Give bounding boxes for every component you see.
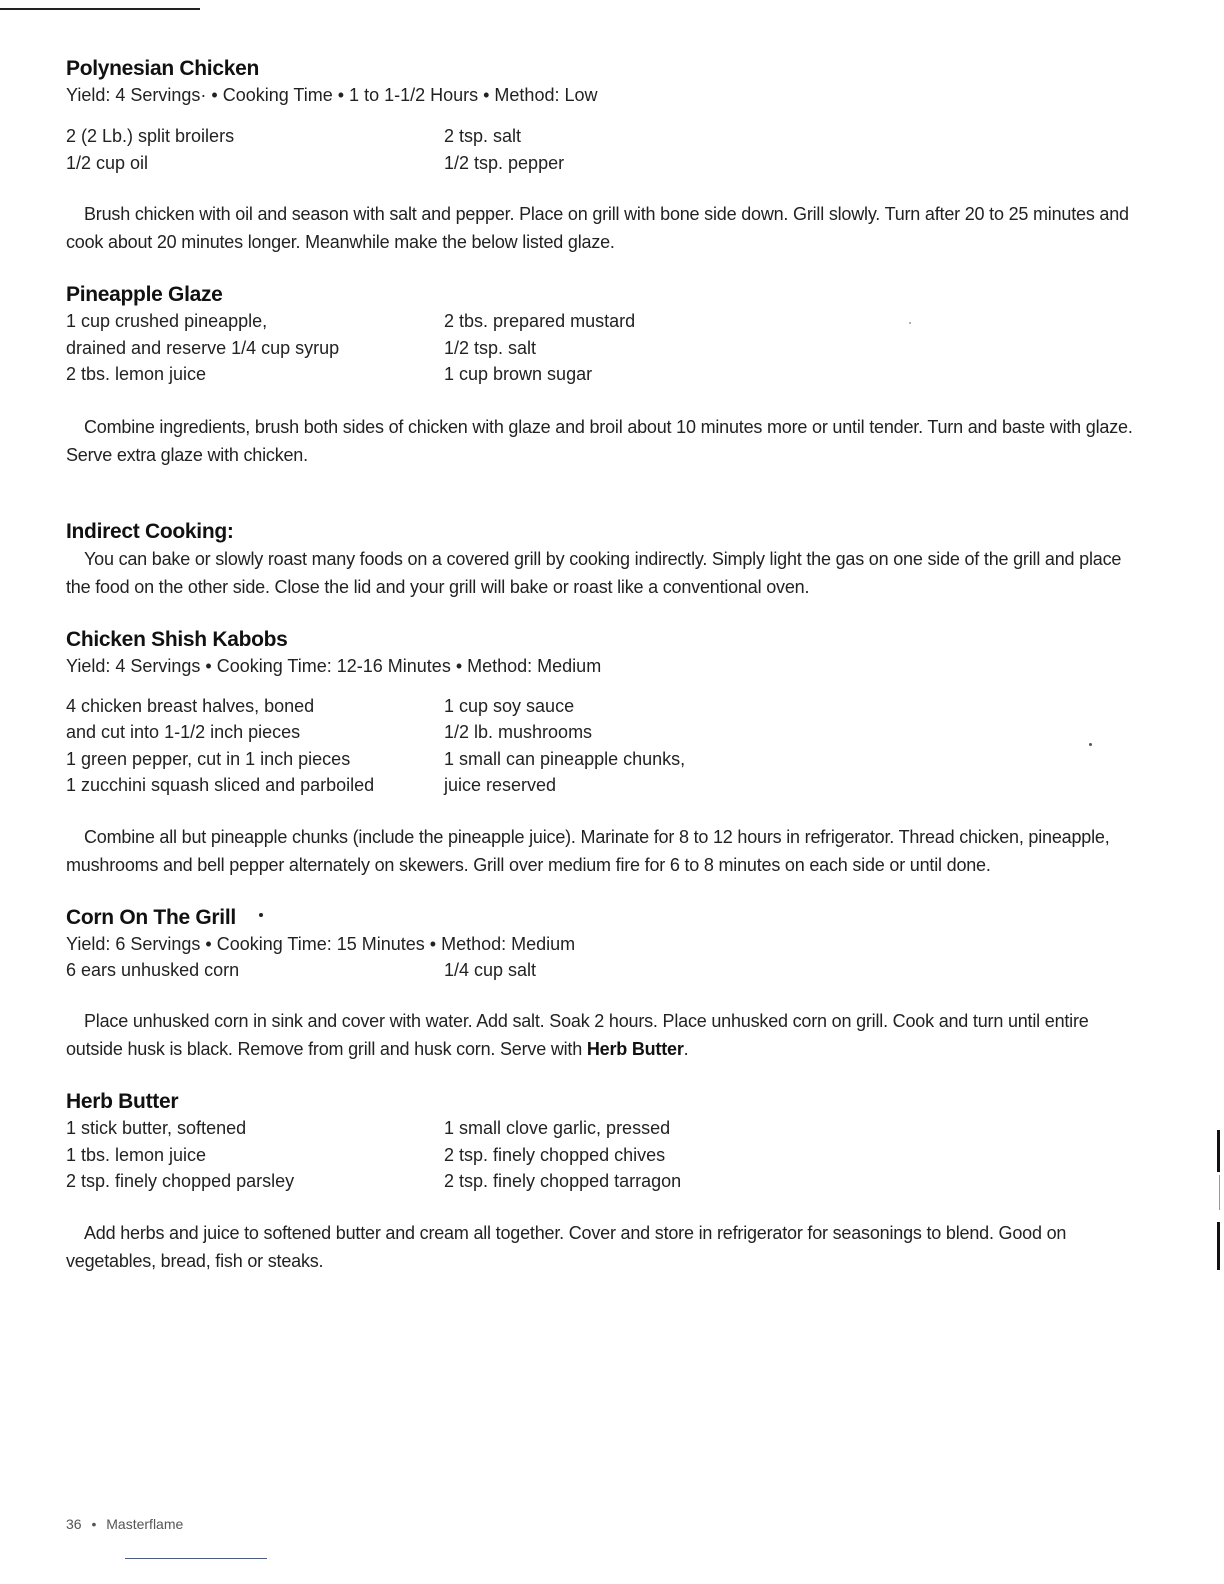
ingredient-item: 6 ears unhusked corn — [66, 959, 240, 980]
ingredient-item: 1 small can pineapple chunks, — [444, 748, 686, 769]
directions-text: Place unhusked corn in sink and cover with water. Add salt. Soak 2 hours. Place unhusked corn on grill. Cook and turn until entire outside husk is black. Remove from grill and husk corn. Serve with — [66, 1011, 1089, 1059]
scan-edge-mark — [1219, 1175, 1220, 1210]
recipe-directions — [66, 1007, 1146, 1063]
recipe-directions: Combine all but pineapple chunks (include the pineapple juice). Marinate for 8 to 12 hours in refrigerator. Thread chicken, pineapple, mushrooms and bell pepper alternately on skewers. Grill over medium fire for 6 to 8 minutes on each side or until done. — [66, 826, 1110, 875]
footer-separator: • — [91, 1516, 97, 1532]
ingredient-item: 4 chicken breast halves, boned — [66, 695, 315, 716]
ingredient-item: 1/2 tsp. pepper — [444, 152, 565, 173]
ingredient-item: 1/2 tsp. salt — [444, 337, 537, 358]
ingredient-item: 1 cup soy sauce — [444, 695, 575, 716]
scan-edge-mark — [1217, 1130, 1220, 1172]
ingredient-item: 1 small clove garlic, pressed — [444, 1118, 671, 1138]
recipe-title: Herb Butter — [66, 1090, 179, 1113]
ingredient-column-left — [66, 1115, 444, 1195]
recipe-pineapple-glaze — [66, 282, 1146, 469]
recipe-polynesian-chicken — [66, 56, 1146, 256]
ingredient-item: 1 cup crushed pineapple, — [66, 311, 268, 331]
ingredient-column-right — [444, 957, 864, 984]
top-rule — [0, 8, 200, 10]
ingredient-item: 2 tbs. prepared mustard — [444, 311, 636, 331]
ingredient-column-left — [66, 693, 444, 799]
recipe-meta: Yield: 6 Servings • Cooking Time: 15 Minutes • Method: Medium — [66, 933, 576, 954]
page-number: 36 — [66, 1516, 82, 1532]
ingredient-item: 1 cup brown sugar — [444, 364, 593, 384]
ingredient-item: drained and reserve 1/4 cup syrup — [66, 337, 340, 358]
ingredient-column-left — [66, 957, 444, 984]
recipe-corn-on-the-grill — [66, 905, 1146, 1064]
ingredient-column-right — [444, 123, 864, 176]
section-text: You can bake or slowly roast many foods on a covered grill by cooking indirectly. Simply light the gas on one side of the grill and place the food on the other side. Close the lid and your grill will bake or roast like a conventional oven. — [66, 548, 1122, 597]
ingredient-item: 1/4 cup salt — [444, 959, 537, 980]
section-indirect-cooking — [66, 519, 1146, 601]
recipe-meta: Yield: 4 Servings • Cooking Time: 12-16 Minutes • Method: Medium — [66, 655, 602, 676]
ingredient-list — [66, 123, 1146, 176]
ingredient-item: 2 (2 Lb.) split broilers — [66, 126, 235, 146]
scan-edge-mark — [1217, 1222, 1220, 1270]
section-title: Indirect Cooking: — [66, 519, 234, 543]
ingredient-list — [66, 693, 1146, 799]
ingredient-item: 2 tsp. salt — [444, 126, 522, 146]
recipe-herb-butter — [66, 1089, 1146, 1275]
recipe-title: Corn On The Grill — [66, 905, 236, 929]
ingredient-item: 2 tsp. finely chopped parsley — [66, 1171, 295, 1191]
ingredient-item: 1 green pepper, cut in 1 inch pieces — [66, 748, 351, 769]
ingredient-item: 2 tsp. finely chopped tarragon — [444, 1171, 682, 1191]
recipe-title: Chicken Shish Kabobs — [66, 627, 288, 651]
ingredient-list — [66, 308, 1146, 388]
ingredient-list — [66, 1115, 1146, 1195]
ingredient-column-left — [66, 123, 444, 176]
recipe-title: Polynesian Chicken — [66, 57, 260, 80]
herb-butter-reference: Herb Butter — [586, 1039, 684, 1059]
ingredient-item: 2 tsp. finely chopped chives — [444, 1144, 666, 1165]
brand-name: Masterflame — [106, 1516, 184, 1532]
ingredient-item: and cut into 1-1/2 inch pieces — [66, 722, 301, 742]
directions-end: . — [683, 1039, 689, 1059]
ingredient-item: 1 tbs. lemon juice — [66, 1144, 207, 1165]
recipe-meta: Yield: 4 Servings· • Cooking Time • 1 to 1-1/2 Hours • Method: Low — [66, 85, 598, 105]
ingredient-item: 1 stick butter, softened — [66, 1118, 247, 1138]
ingredient-item: 1/2 lb. mushrooms — [444, 722, 593, 742]
recipe-title: Pineapple Glaze — [66, 283, 223, 306]
recipe-chicken-shish-kabobs — [66, 627, 1146, 879]
ingredient-item: 1/2 cup oil — [66, 152, 149, 173]
recipe-directions: Brush chicken with oil and season with salt and pepper. Place on grill with bone side down. Grill slowly. Turn after 20 to 25 minutes and cook about 20 minutes longer. Meanwhile make the below listed glaze. — [66, 204, 1129, 252]
ingredient-item: 2 tbs. lemon juice — [66, 364, 207, 384]
recipe-directions: Add herbs and juice to softened butter and cream all together. Cover and store in refrigerator for seasonings to blend. Good on vegetables, bread, fish or steaks. — [66, 1222, 1067, 1271]
recipe-page — [66, 56, 1146, 1275]
page-footer — [66, 1516, 183, 1532]
ingredient-item: juice reserved — [444, 775, 557, 795]
ingredient-column-left — [66, 308, 444, 388]
recipe-directions: Combine ingredients, brush both sides of chicken with glaze and broil about 10 minutes more or until tender. Turn and baste with glaze. Serve extra glaze with chicken. — [66, 416, 1133, 465]
ingredient-item: 1 zucchini squash sliced and parboiled — [66, 775, 375, 795]
ingredient-list — [66, 957, 1146, 984]
ingredient-column-right — [444, 1115, 864, 1195]
footer-rule — [125, 1558, 267, 1559]
ingredient-column-right — [444, 693, 864, 799]
ingredient-column-right — [444, 308, 864, 388]
